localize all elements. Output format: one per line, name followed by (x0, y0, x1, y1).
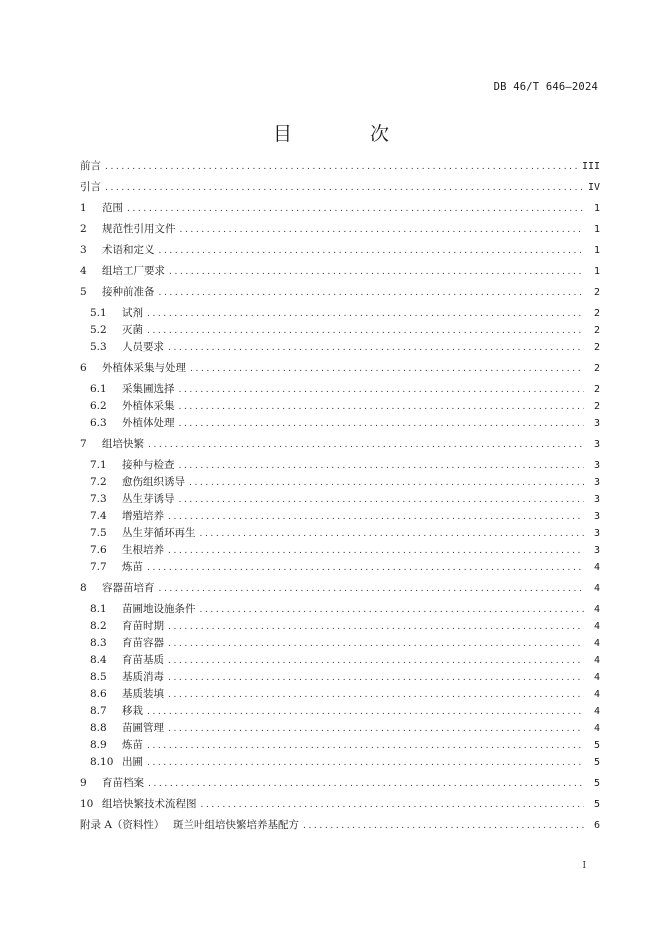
toc-entry-title: 前言 (80, 160, 101, 172)
toc-entry[interactable] (80, 491, 600, 508)
toc-entry[interactable] (80, 508, 600, 525)
toc-entry-number: 8.2 (90, 620, 107, 632)
toc-entry-page: 3 (593, 460, 600, 471)
toc-entry-title: 容器苗培育 (102, 582, 155, 594)
toc-entry-number: 8.10 (90, 756, 114, 768)
toc-entry-page: 3 (593, 511, 600, 522)
toc-entry-title: 组培快繁 (102, 438, 144, 450)
toc-entry-page: 5 (593, 757, 600, 768)
toc-entry-title: 术语和定义 (102, 244, 155, 256)
toc-entry-page: 4 (593, 655, 600, 666)
toc-leader-dots (127, 201, 584, 218)
toc-entry-page: 3 (593, 528, 600, 539)
toc-entry-page: 5 (593, 799, 600, 810)
toc-entry-title: 育苗基质 (122, 654, 164, 666)
toc-entry-page: 1 (593, 266, 600, 277)
toc-entry-title: 育苗容器 (122, 637, 164, 649)
toc-entry-page: 1 (593, 224, 600, 235)
toc-entry-page: 4 (593, 583, 600, 594)
toc-entry-title: 愈伤组织诱导 (122, 476, 185, 488)
toc-entry-title: 外植体处理 (122, 417, 175, 429)
toc-leader-dots (201, 797, 585, 814)
toc-entry[interactable] (80, 580, 600, 597)
toc-entry-number: 7.7 (90, 561, 107, 573)
toc-entry[interactable] (80, 179, 600, 196)
toc-entry-page: 1 (593, 203, 600, 214)
toc-entry-title: 组培工厂要求 (102, 265, 165, 277)
toc-entry-page: 3 (593, 439, 600, 450)
toc-entry-number: 8.9 (90, 739, 107, 751)
toc-leader-dots (147, 704, 584, 721)
toc-leader-dots (303, 818, 584, 835)
toc-entry-title: 育苗时期 (122, 620, 164, 632)
toc-entry[interactable] (80, 284, 600, 301)
toc-leader-dots (148, 776, 584, 793)
toc-entry[interactable] (80, 796, 600, 813)
toc-entry-title: 附录 A（资料性） 斑兰叶组培快繁培养基配方 (80, 819, 300, 831)
toc-entry-page: 4 (593, 672, 600, 683)
toc-entry[interactable] (80, 381, 600, 398)
toc-entry-title: 基质装填 (122, 688, 164, 700)
toc-entry[interactable] (80, 686, 600, 703)
toc-entry-page: 4 (593, 723, 600, 734)
toc-entry-title: 接种与检查 (122, 459, 175, 471)
toc-leader-dots (168, 670, 584, 687)
toc-entry-page: 2 (593, 342, 600, 353)
toc-entry-number: 4 (80, 265, 87, 277)
toc-entry-title: 外植体采集与处理 (102, 362, 186, 374)
toc-entry-page: 3 (593, 418, 600, 429)
toc-entry-number: 6.1 (90, 383, 107, 395)
toc-entry-page: IV (587, 182, 600, 193)
toc-entry[interactable] (80, 263, 600, 280)
toc-entry-number: 5.1 (90, 307, 107, 319)
toc-entry[interactable] (80, 775, 600, 792)
toc-entry-page: 2 (593, 384, 600, 395)
toc-entry-title: 苗圃管理 (122, 722, 164, 734)
toc-entry-number: 10 (80, 798, 94, 810)
toc-entry-number: 7 (80, 438, 87, 450)
toc-entry-title: 组培快繁技术流程图 (102, 798, 197, 810)
toc-leader-dots (105, 159, 578, 176)
toc-entry-page: 2 (593, 287, 600, 298)
toc-entry-number: 8.7 (90, 705, 107, 717)
toc-entry[interactable] (80, 415, 600, 432)
toc-entry-page: 4 (593, 621, 600, 632)
toc-leader-dots (179, 492, 585, 509)
toc-entry-number: 6.2 (90, 400, 107, 412)
toc-entry[interactable] (80, 525, 600, 542)
toc-entry-number: 7.2 (90, 476, 107, 488)
toc-entry-title: 丛生芽循环再生 (122, 527, 196, 539)
toc-leader-dots (148, 437, 584, 454)
toc-entry-title: 规范性引用文件 (102, 223, 176, 235)
toc-leader-dots (168, 687, 584, 704)
toc-entry-title: 采集圃选择 (122, 383, 175, 395)
toc-entry-title: 基质消毒 (122, 671, 164, 683)
toc-entry-number: 9 (80, 777, 87, 789)
toc-entry[interactable] (80, 737, 600, 754)
toc-entry-page: 2 (593, 401, 600, 412)
toc-entry-number: 8.8 (90, 722, 107, 734)
toc-leader-dots (180, 222, 585, 239)
toc-entry-number: 5.3 (90, 341, 107, 353)
toc-leader-dots (169, 264, 584, 281)
toc-leader-dots (179, 382, 585, 399)
toc-leader-dots (179, 458, 585, 475)
toc-leader-dots (168, 509, 584, 526)
toc-entry-number: 8.6 (90, 688, 107, 700)
toc-entry-title: 引言 (80, 181, 101, 193)
toc-leader-dots (147, 560, 584, 577)
toc-entry[interactable] (80, 436, 600, 453)
toc-entry-page: 3 (593, 545, 600, 556)
toc-leader-dots (168, 721, 584, 738)
toc-entry[interactable] (80, 703, 600, 720)
toc-entry-page: 2 (593, 363, 600, 374)
toc-leader-dots (189, 475, 584, 492)
toc-entry-page: 4 (593, 689, 600, 700)
table-of-contents (80, 158, 600, 834)
toc-leader-dots (200, 602, 585, 619)
toc-entry-page: 4 (593, 706, 600, 717)
toc-entry-title: 苗圃地设施条件 (122, 603, 196, 615)
toc-entry-page: 5 (593, 740, 600, 751)
toc-entry-number: 5 (80, 286, 87, 298)
toc-entry-number: 5.2 (90, 324, 107, 336)
toc-entry[interactable] (80, 305, 600, 322)
toc-entry[interactable] (80, 618, 600, 635)
toc-entry[interactable] (80, 720, 600, 737)
toc-leader-dots (147, 738, 584, 755)
toc-leader-dots (200, 526, 585, 543)
toc-leader-dots (179, 416, 585, 433)
toc-leader-dots (159, 581, 585, 598)
toc-entry-number: 8.4 (90, 654, 107, 666)
toc-entry-page: III (581, 161, 600, 172)
toc-leader-dots (147, 755, 584, 772)
toc-entry-title: 炼苗 (122, 739, 143, 751)
toc-entry-number: 8.3 (90, 637, 107, 649)
toc-entry[interactable] (80, 652, 600, 669)
document-code: DB 46/T 646—2024 (493, 81, 598, 93)
toc-entry[interactable] (80, 817, 600, 834)
toc-entry[interactable] (80, 242, 600, 259)
toc-entry-number: 7.5 (90, 527, 107, 539)
toc-entry-page: 2 (593, 325, 600, 336)
toc-entry-title: 人员要求 (122, 341, 164, 353)
toc-entry-number: 7.3 (90, 493, 107, 505)
toc-entry[interactable] (80, 542, 600, 559)
toc-entry-title: 育苗档案 (102, 777, 144, 789)
toc-entry[interactable] (80, 158, 600, 175)
toc-entry-number: 2 (80, 223, 87, 235)
toc-entry-number: 6.3 (90, 417, 107, 429)
toc-entry-title: 试剂 (122, 307, 143, 319)
toc-entry-number: 8.1 (90, 603, 107, 615)
toc-entry-number: 7.1 (90, 459, 107, 471)
page-number: I (582, 861, 586, 871)
toc-entry-number: 6 (80, 362, 87, 374)
toc-leader-dots (159, 285, 585, 302)
toc-entry-title: 范围 (102, 202, 123, 214)
toc-entry[interactable] (80, 322, 600, 339)
toc-entry-page: 2 (593, 308, 600, 319)
toc-leader-dots (168, 543, 584, 560)
toc-leader-dots (147, 306, 584, 323)
toc-entry-title: 出圃 (122, 756, 143, 768)
toc-entry[interactable] (80, 221, 600, 238)
toc-entry-title: 炼苗 (122, 561, 143, 573)
toc-entry[interactable] (80, 669, 600, 686)
toc-entry-number: 7.6 (90, 544, 107, 556)
toc-leader-dots (147, 323, 584, 340)
toc-entry[interactable] (80, 754, 600, 771)
toc-entry-number: 7.4 (90, 510, 107, 522)
toc-entry-title: 生根培养 (122, 544, 164, 556)
toc-entry-title: 丛生芽诱导 (122, 493, 175, 505)
toc-entry-number: 1 (80, 202, 87, 214)
toc-leader-dots (159, 243, 585, 260)
toc-entry[interactable] (80, 635, 600, 652)
toc-leader-dots (179, 399, 585, 416)
toc-entry-page: 1 (593, 245, 600, 256)
toc-leader-dots (190, 361, 584, 378)
toc-leader-dots (168, 340, 584, 357)
toc-entry-title: 外植体采集 (122, 400, 175, 412)
toc-entry[interactable] (80, 200, 600, 217)
toc-entry-page: 4 (593, 562, 600, 573)
toc-entry[interactable] (80, 559, 600, 576)
toc-leader-dots (168, 653, 584, 670)
toc-leader-dots (168, 636, 584, 653)
toc-entry-page: 4 (593, 638, 600, 649)
toc-entry-title: 接种前准备 (102, 286, 155, 298)
toc-entry[interactable] (80, 474, 600, 491)
toc-entry-number: 3 (80, 244, 87, 256)
toc-entry-number: 8 (80, 582, 87, 594)
toc-entry-title: 移栽 (122, 705, 143, 717)
toc-entry[interactable] (80, 398, 600, 415)
toc-entry-page: 4 (593, 604, 600, 615)
toc-entry[interactable] (80, 339, 600, 356)
toc-entry-page: 6 (593, 820, 600, 831)
page-title: 目 次 (272, 122, 426, 145)
toc-entry-title: 灭菌 (122, 324, 143, 336)
toc-entry[interactable] (80, 457, 600, 474)
toc-entry-number: 8.5 (90, 671, 107, 683)
toc-entry-title: 增殖培养 (122, 510, 164, 522)
toc-entry-page: 3 (593, 477, 600, 488)
toc-entry[interactable] (80, 601, 600, 618)
toc-leader-dots (105, 180, 584, 197)
toc-entry[interactable] (80, 360, 600, 377)
toc-entry-page: 5 (593, 778, 600, 789)
toc-leader-dots (168, 619, 584, 636)
toc-entry-page: 3 (593, 494, 600, 505)
